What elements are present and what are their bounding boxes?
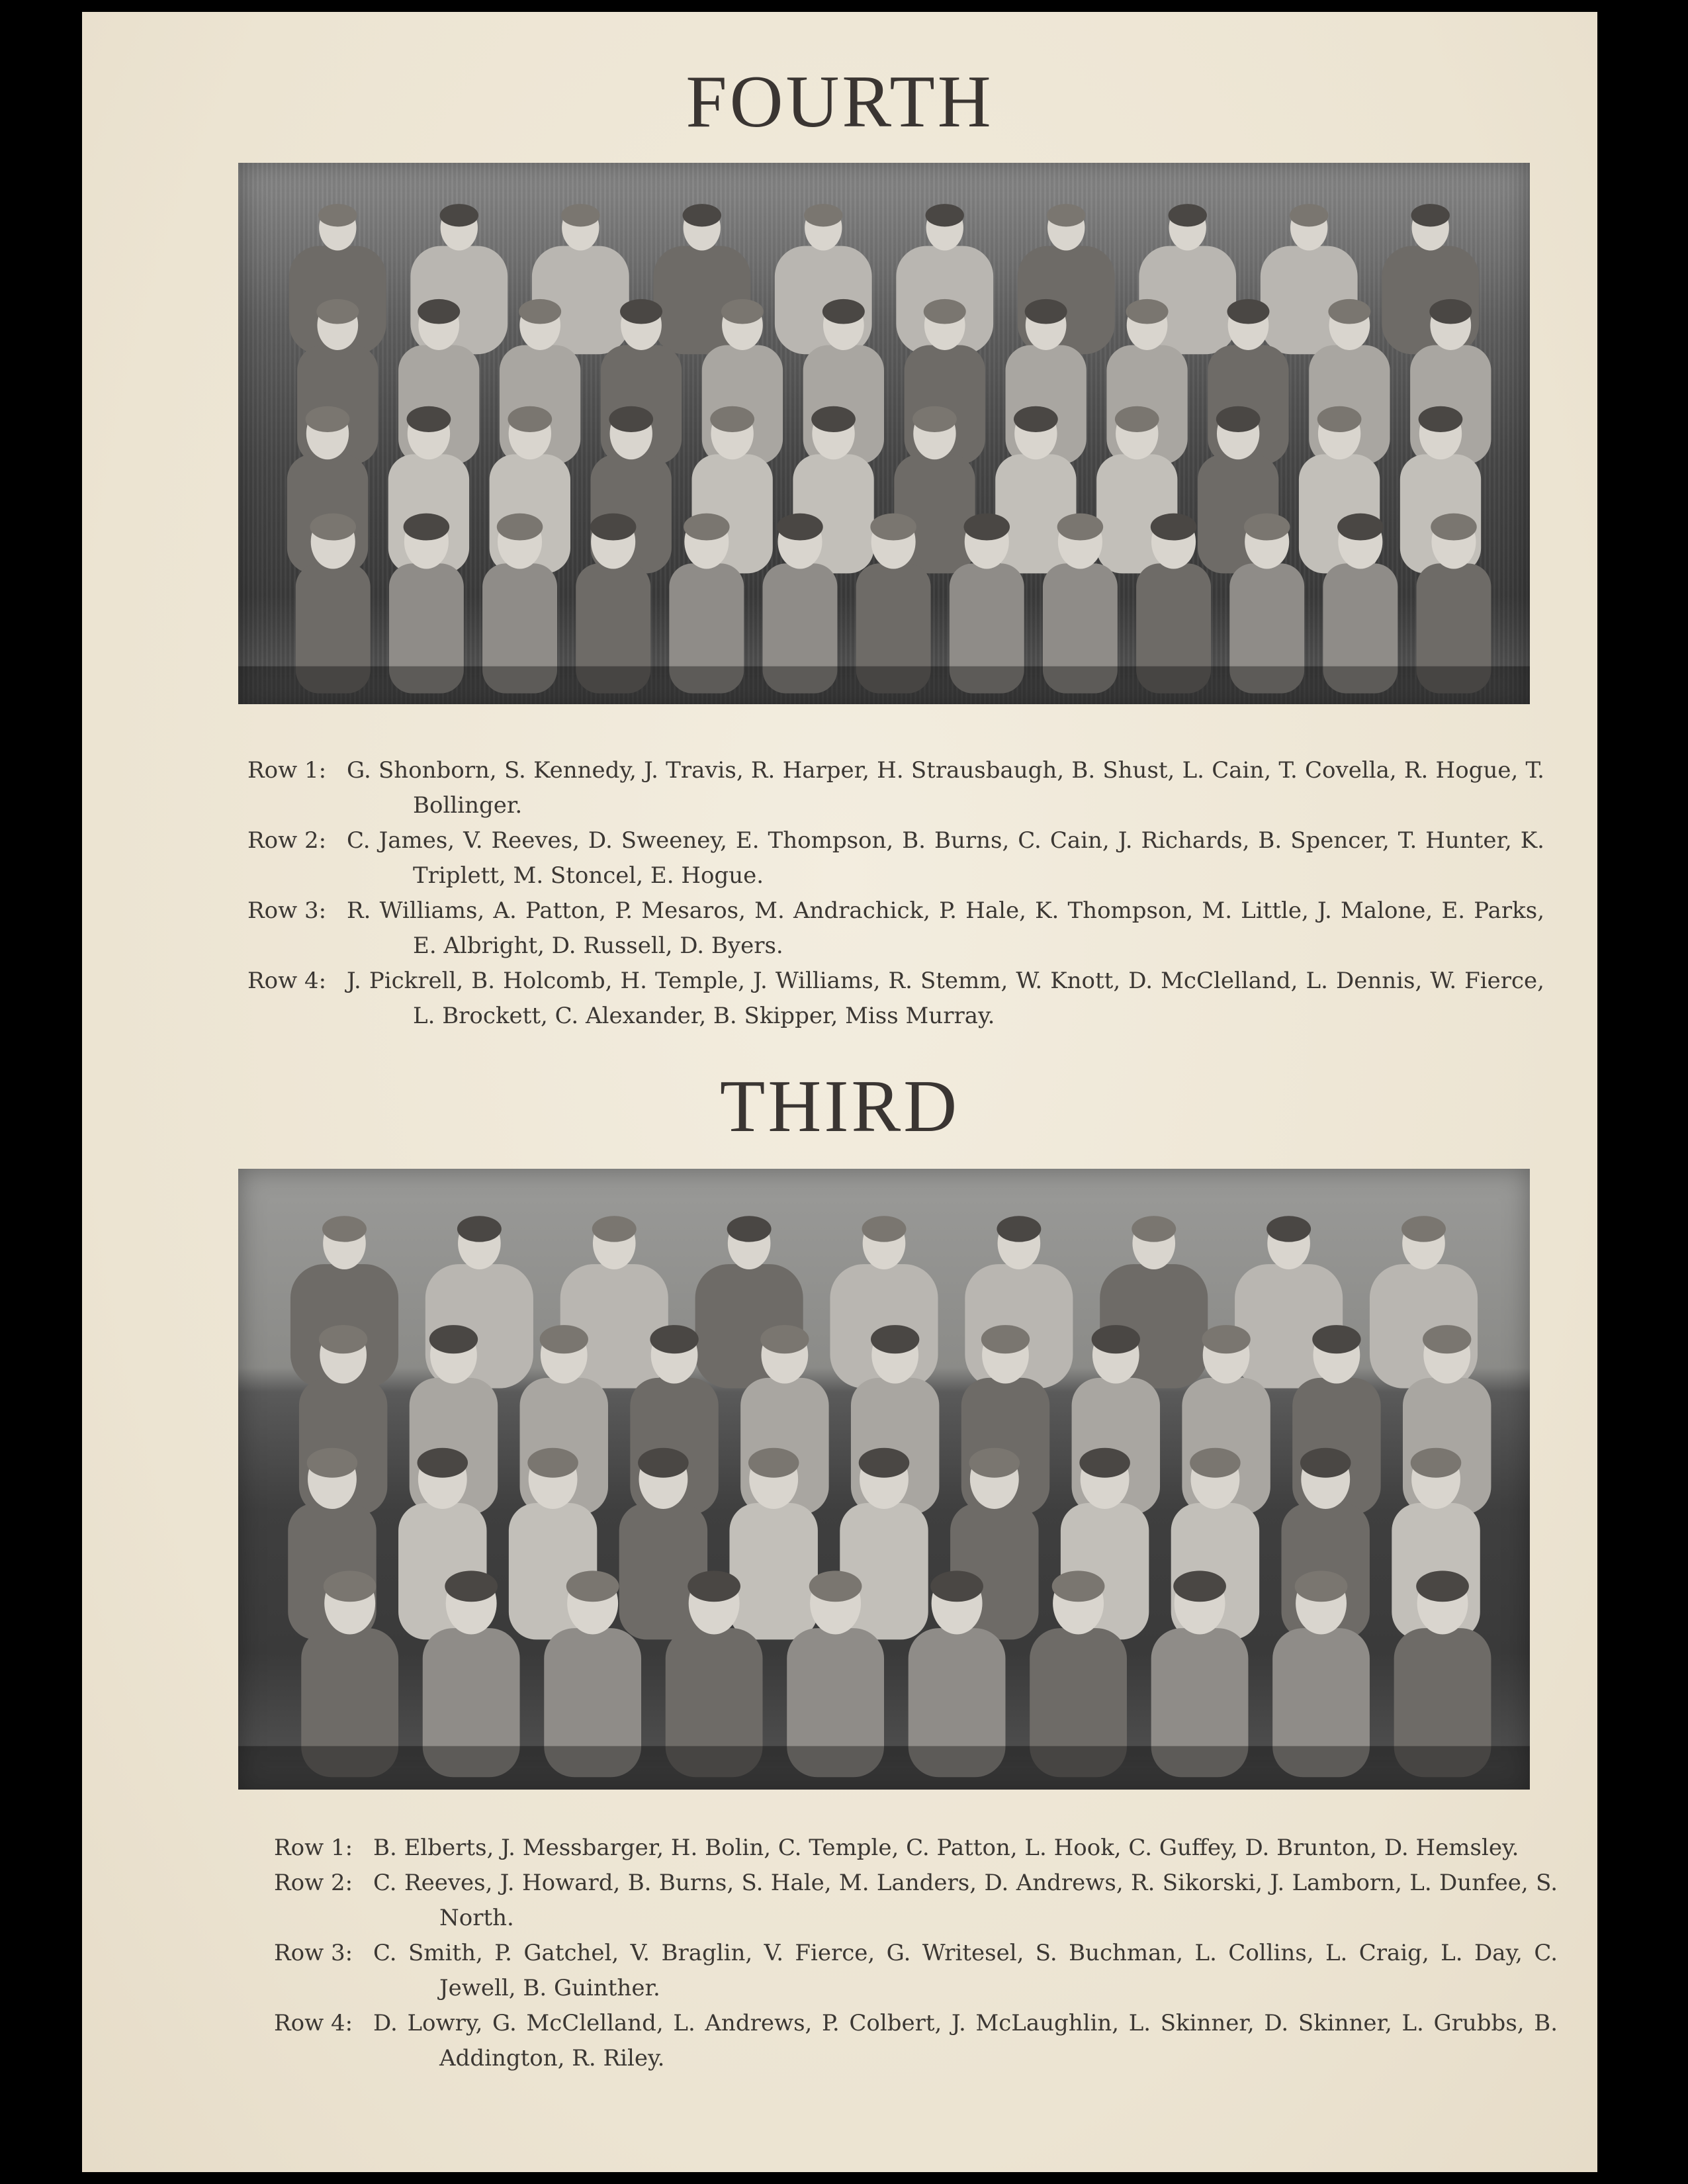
person-hair (457, 1216, 502, 1242)
person-hair (727, 1216, 772, 1242)
person-hair (561, 204, 600, 226)
fourth-grade-photo-figures (238, 163, 1530, 704)
person-hair (1025, 299, 1067, 324)
third-grade-photo-figures (238, 1169, 1530, 1790)
person-hair (870, 514, 916, 541)
person-hair (871, 1325, 919, 1353)
person-hair (1411, 1448, 1462, 1478)
person-hair (307, 1448, 358, 1478)
person-hair (1052, 1570, 1105, 1602)
person-hair (930, 1570, 983, 1602)
person-hair (445, 1570, 498, 1602)
person-hair (540, 1325, 588, 1353)
person-hair (1126, 299, 1169, 324)
caption-row-1 (247, 753, 1544, 823)
fourth-grade-class-photo (238, 163, 1530, 704)
row-label: Row 2: (274, 1870, 353, 1896)
person-hair (777, 514, 823, 541)
third-grade-class-photo (238, 1169, 1530, 1790)
person-hair (926, 204, 964, 226)
row-names: D. Lowry, G. McClelland, L. Andrews, P. Colbert, J. McLaughlin, L. Skinner, D. Skinner, L. Grubbs, B. Addington, R. Riley. (373, 2010, 1558, 2071)
person-hair (1411, 204, 1449, 226)
person-hair (319, 1325, 367, 1353)
person-hair (859, 1448, 910, 1478)
person-hair (912, 406, 957, 432)
person-hair (822, 299, 865, 324)
third-grade-heading: THIRD (719, 1066, 960, 1148)
person-hair (592, 1216, 637, 1242)
person-hair (1300, 1448, 1351, 1478)
person-hair (316, 299, 359, 324)
person-hair (1401, 1216, 1446, 1242)
floor (238, 1746, 1530, 1790)
person-hair (1317, 406, 1362, 432)
person-body (729, 1503, 817, 1639)
person-hair (710, 406, 754, 432)
person-hair (527, 1448, 578, 1478)
person-hair (1328, 299, 1370, 324)
person-hair (407, 406, 451, 432)
person-hair (1416, 1570, 1469, 1602)
person-hair (997, 1216, 1041, 1242)
floor (238, 666, 1530, 704)
person-hair (683, 204, 721, 226)
person-hair (809, 1570, 862, 1602)
person-hair (404, 514, 450, 541)
person-hair (862, 1216, 907, 1242)
row-names: J. Pickrell, B. Holcomb, H. Temple, J. Williams, R. Stemm, W. Knott, D. McClelland, L. Dennis, W. Fierce, L. Brockett, C. Alexander, B. Skipper, Miss Murray. (347, 968, 1544, 1029)
person-hair (1337, 514, 1384, 541)
person-hair (924, 299, 966, 324)
caption-row-2 (274, 1866, 1558, 1936)
caption-row-3 (274, 1936, 1558, 2006)
person-hair (324, 1570, 377, 1602)
row-names: C. Smith, P. Gatchel, V. Braglin, V. Fierce, G. Writesel, S. Buchman, L. Collins, L. Craig, L. Day, C. Jewell, B. Guinther. (373, 1940, 1558, 2001)
row-names: C. Reeves, J. Howard, B. Burns, S. Hale, M. Landers, D. Andrews, R. Sikorski, J. Lamborn, L. Dunfee, S. North. (373, 1870, 1558, 1931)
caption-row-4 (274, 2006, 1558, 2076)
person-hair (609, 406, 653, 432)
person-hair (590, 514, 637, 541)
person-hair (1115, 406, 1159, 432)
row-label: Row 3: (274, 1940, 353, 1966)
person-hair (566, 1570, 619, 1602)
person-hair (684, 514, 730, 541)
person-hair (1132, 1216, 1176, 1242)
row-label: Row 3: (247, 897, 327, 924)
person-hair (418, 1448, 468, 1478)
person-hair (981, 1325, 1030, 1353)
person-hair (688, 1570, 740, 1602)
person-hair (620, 299, 662, 324)
row-names: B. Elberts, J. Messbarger, H. Bolin, C. Temple, C. Patton, L. Hook, C. Guffey, D. Brunton, D. Hemsley. (373, 1835, 1519, 1861)
person-hair (721, 299, 764, 324)
person-hair (1014, 406, 1058, 432)
person-hair (1423, 1325, 1471, 1353)
row-label: Row 1: (274, 1835, 353, 1861)
person-hair (440, 204, 478, 226)
person-hair (318, 204, 357, 226)
person-hair (322, 1216, 367, 1242)
person-hair (1266, 1216, 1311, 1242)
person-hair (1151, 514, 1197, 541)
person-hair (508, 406, 552, 432)
person-hair (1429, 299, 1472, 324)
person-hair (1190, 1448, 1241, 1478)
caption-row-4 (247, 964, 1544, 1034)
caption-row-3 (247, 893, 1544, 964)
person-hair (1295, 1570, 1348, 1602)
fourth-grade-heading: FOURTH (686, 61, 994, 143)
row-label: Row 1: (247, 757, 327, 784)
caption-row-1 (274, 1831, 1558, 1866)
person-hair (1173, 1570, 1226, 1602)
person-hair (306, 406, 350, 432)
row-label: Row 2: (247, 827, 327, 854)
person-hair (1431, 514, 1477, 541)
person-hair (1202, 1325, 1250, 1353)
person-hair (1216, 406, 1261, 432)
yearbook-page (82, 12, 1597, 2172)
person-hair (1169, 204, 1207, 226)
row-names: R. Williams, A. Patton, P. Mesaros, M. Andrachick, P. Hale, K. Thompson, M. Little, J. Malone, E. Parks, E. Albright, D. Russell, D. Byers. (347, 897, 1544, 959)
person-hair (1227, 299, 1269, 324)
row-names: G. Shonborn, S. Kennedy, J. Travis, R. Harper, H. Strausbaugh, B. Shust, L. Cain, T. Covella, R. Hogue, T. Bollinger. (347, 757, 1544, 819)
person-hair (811, 406, 856, 432)
person-hair (1290, 204, 1328, 226)
row-label: Row 4: (274, 2010, 353, 2036)
fourth-grade-caption (247, 753, 1544, 1034)
person-hair (519, 299, 561, 324)
person-hair (1079, 1448, 1130, 1478)
person-hair (638, 1448, 689, 1478)
row-label: Row 4: (247, 968, 327, 994)
person-hair (963, 514, 1010, 541)
person-hair (1312, 1325, 1360, 1353)
person-hair (1057, 514, 1104, 541)
row-names: C. James, V. Reeves, D. Sweeney, E. Thompson, B. Burns, C. Cain, J. Richards, B. Spencer, T. Hunter, K. Triplett, M. Stoncel, E. Hogue. (347, 827, 1544, 889)
caption-row-2 (247, 823, 1544, 893)
person-hair (1244, 514, 1290, 541)
person-hair (310, 514, 356, 541)
person-hair (1092, 1325, 1140, 1353)
person-hair (429, 1325, 478, 1353)
person-hair (1047, 204, 1085, 226)
person-hair (1419, 406, 1463, 432)
third-grade-caption (274, 1831, 1558, 2076)
person-hair (497, 514, 543, 541)
person-hair (969, 1448, 1020, 1478)
person-hair (418, 299, 460, 324)
person-hair (804, 204, 842, 226)
person-hair (760, 1325, 809, 1353)
person-hair (650, 1325, 698, 1353)
person-hair (748, 1448, 799, 1478)
